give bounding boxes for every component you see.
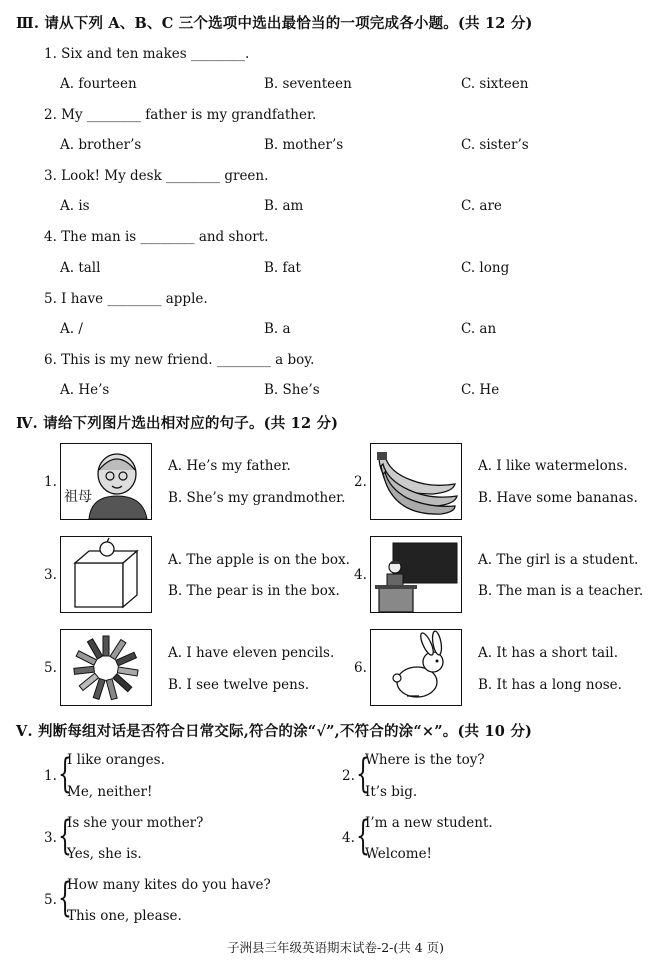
dialog-2-number: 2. [342,768,355,784]
question-1-option-b: B. seventeen [264,76,352,92]
bananas-picture [370,443,462,520]
picture-item-6-option-a: A. It has a short tail. [478,645,619,661]
picture-item-5-option-a: A. I have eleven pencils. [168,645,335,661]
dialog-3-line-2: Yes, she is. [67,846,142,862]
dialog-4-line-1: I’m a new student. [365,815,493,831]
question-2-option-a: A. brother’s [60,137,142,153]
question-3-stem: 3. Look! My desk ________ green. [44,168,269,184]
teacher-picture [370,536,462,613]
question-6-option-c: C. He [461,382,500,398]
question-1-stem: 1. Six and ten makes ________. [44,46,250,62]
picture-item-4-option-a: A. The girl is a student. [478,552,639,568]
question-4-option-a: A. tall [60,260,101,276]
question-2-stem: 2. My ________ father is my grandfather. [44,107,317,123]
picture-item-2-number: 2. [354,474,367,490]
question-4-option-b: B. fat [264,260,301,276]
question-6-option-a: A. He’s [60,382,110,398]
dialog-3-brace: { [58,813,72,859]
picture-item-2-option-b: B. Have some bananas. [478,490,638,506]
dialog-4-number: 4. [342,830,355,846]
apple-on-box-picture [60,536,152,613]
question-6-option-b: B. She’s [264,382,320,398]
question-3-option-a: A. is [60,198,90,214]
question-3-option-b: B. am [264,198,304,214]
dialog-5-brace: { [58,875,72,921]
picture-item-4-number: 4. [354,567,367,583]
page-footer: 子洲县三年级英语期末试卷-2-(共 4 页) [226,940,445,955]
dialog-4-line-2: Welcome! [365,846,432,862]
dialog-2-line-1: Where is the toy? [365,752,485,768]
question-3-option-c: C. are [461,198,502,214]
question-6-stem: 6. This is my new friend. ________ a boy. [44,352,315,368]
dialog-3-line-1: Is she your mother? [67,815,204,831]
question-2-option-b: B. mother’s [264,137,344,153]
dialog-5-line-2: This one, please. [67,908,182,924]
picture-item-1-option-a: A. He’s my father. [168,458,291,474]
pencils-picture [60,629,152,706]
question-5-option-c: C. an [461,321,497,337]
picture-item-3-number: 3. [44,567,57,583]
picture-item-4-option-b: B. The man is a teacher. [478,583,644,599]
question-4-option-c: C. long [461,260,510,276]
section-3-title: Ⅲ. 请从下列 A、B、C 三个选项中选出最恰当的一项完成各小题。(共 12 分) [16,15,533,32]
question-5-option-b: B. a [264,321,291,337]
picture-item-6-number: 6. [354,660,367,676]
picture-item-1-number: 1. [44,474,57,490]
picture-item-1-option-b: B. She’s my grandmother. [168,490,346,506]
dialog-1-brace: { [58,751,72,797]
grandmother-label: 祖母 [64,489,92,505]
question-2-option-c: C. sister’s [461,137,529,153]
dialog-2-brace: { [356,751,370,797]
picture-item-2-option-a: A. I like watermelons. [478,458,628,474]
dialog-1-number: 1. [44,768,57,784]
dialog-5-line-1: How many kites do you have? [67,877,271,893]
dialog-3-number: 3. [44,830,57,846]
picture-item-6-option-b: B. It has a long nose. [478,677,622,693]
dialog-2-line-2: It’s big. [365,784,418,800]
dialog-1-line-1: I like oranges. [67,752,165,768]
question-5-stem: 5. I have ________ apple. [44,291,208,307]
dialog-5-number: 5. [44,892,57,908]
picture-item-3-option-a: A. The apple is on the box. [168,552,350,568]
picture-item-5-number: 5. [44,660,57,676]
question-1-option-a: A. fourteen [60,76,137,92]
section-5-title: Ⅴ. 判断每组对话是否符合日常交际,符合的涂“√”,不符合的涂“×”。(共 10 分) [16,723,533,740]
question-5-option-a: A. / [60,321,83,337]
dialog-4-brace: { [356,813,370,859]
rabbit-picture [370,629,462,706]
question-1-option-c: C. sixteen [461,76,529,92]
section-4-title: Ⅳ. 请给下列图片选出相对应的句子。(共 12 分) [16,415,339,432]
question-4-stem: 4. The man is ________ and short. [44,229,269,245]
grandmother-picture [60,443,152,520]
dialog-1-line-2: Me, neither! [67,784,153,800]
picture-item-3-option-b: B. The pear is in the box. [168,583,340,599]
picture-item-5-option-b: B. I see twelve pens. [168,677,310,693]
